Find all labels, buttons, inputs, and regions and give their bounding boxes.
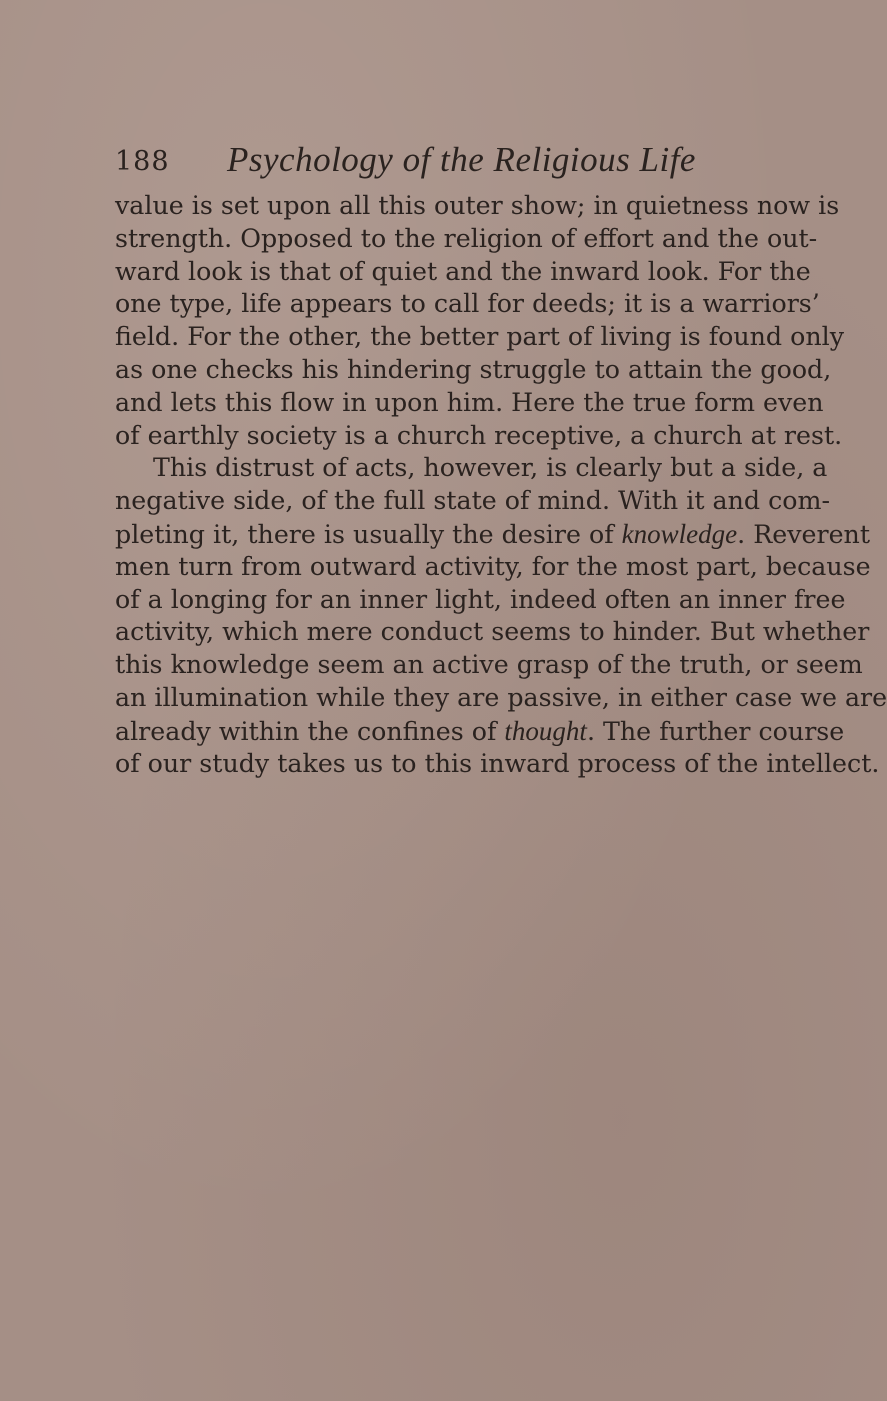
text-line: of earthly society is a church receptive, a church at rest. [115,420,843,450]
running-head [115,140,755,184]
text-line: of a longing for an inner light, indeed often an inner free [115,584,846,614]
text-line: field. For the other, the better part of living is found only [115,322,845,352]
text-line: ward look is that of quiet and the inward look. For the [115,256,811,286]
text-line: as one checks his hindering struggle to attain the good, [115,354,832,384]
text-line [115,518,870,551]
text-segment: . The further course [586,716,845,746]
text-segment: pleting it, there is usually the desire of [115,519,622,549]
text-line: activity, which mere conduct seems to hinder. But whether [115,617,870,647]
emphasized-word: knowledge [621,518,738,549]
text-line: an illumination while they are passive, in either case we are [115,682,887,712]
text-line: one type, life appears to call for deeds; it is a warriors’ [115,289,820,319]
text-line: this knowledge seem an active grasp of the truth, or seem [115,650,863,680]
running-title: Psychology of the Religious Life [227,140,696,179]
text-segment: . Reverent [737,519,870,549]
page-number: 188 [115,146,170,177]
text-line: and lets this flow in upon him. Here the true form even [115,387,824,417]
text-line [115,715,845,748]
text-line: value is set upon all this outer show; in quietness now is [115,191,840,220]
text-line: of our study takes us to this inward process of the intellect. [115,748,880,778]
body-text [115,190,887,780]
text-line: strength. Opposed to the religion of effort and the out- [115,223,818,253]
text-line: This distrust of acts, however, is clearly but a side, a [153,453,828,483]
text-segment: already within the confines of [115,716,505,746]
emphasized-word: thought [504,715,587,746]
text-line: men turn from outward activity, for the most part, because [115,551,871,581]
text-line: negative side, of the full state of mind. With it and com- [115,486,831,516]
